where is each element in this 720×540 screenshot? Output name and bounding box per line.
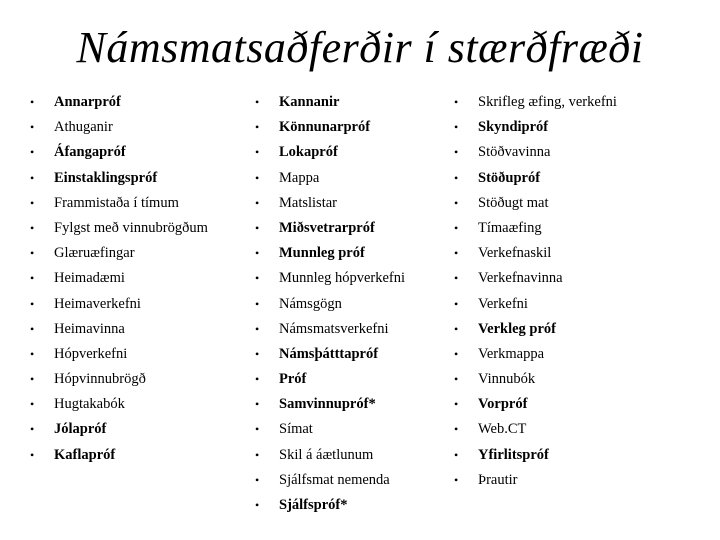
list-item [255, 392, 450, 417]
list-item-label: Glæruæfingar [54, 245, 135, 262]
list-item-label: Verkefnaskil [478, 245, 552, 262]
list-item [30, 166, 255, 191]
bullet-icon: • [30, 95, 35, 109]
list-item-label: Próf [279, 371, 307, 388]
list-item-label: Fylgst með vinnubrögðum [54, 219, 208, 236]
bullet-icon: • [30, 170, 35, 185]
list-item-label: Lokapróf [279, 144, 338, 161]
list-item-label: Stöðupróf [478, 169, 541, 186]
methods-list-column-3 [454, 90, 720, 493]
list-item-label: Hugtakabók [54, 396, 125, 413]
bullet-icon: • [454, 145, 459, 160]
list-item [454, 417, 720, 442]
bullet-icon: • [255, 271, 260, 286]
list-item-label: Vinnubók [478, 371, 536, 388]
list-item [454, 191, 720, 216]
list-item [454, 392, 720, 417]
bullet-icon: • [454, 422, 459, 437]
list-item-label: Áfangapróf [54, 144, 126, 161]
list-item [454, 90, 720, 115]
list-item-label: Munnleg próf [279, 245, 365, 262]
list-item [30, 342, 255, 367]
list-item-label: Hópverkefni [54, 345, 128, 362]
list-item-label: Kannanir [279, 94, 340, 110]
list-item-label: Skyndipróf [478, 119, 549, 136]
list-item [255, 317, 450, 342]
list-item [30, 417, 255, 442]
list-item-label: Tímaæfing [478, 219, 542, 236]
list-item-label: Stöðugt mat [478, 194, 549, 211]
bullet-icon: • [255, 95, 260, 109]
list-item-label: Sjálfspróf* [279, 497, 348, 513]
list-item [454, 443, 720, 468]
list-item [255, 493, 450, 518]
bullet-icon: • [30, 195, 35, 210]
bullet-icon: • [255, 472, 260, 487]
list-item [30, 443, 255, 468]
bullet-icon: • [255, 397, 260, 412]
bullet-icon: • [30, 120, 35, 135]
bullet-icon: • [30, 296, 35, 311]
list-item [30, 292, 255, 317]
bullet-icon: • [30, 220, 35, 235]
list-item-label: Skil á áætlunum [279, 446, 374, 463]
list-item [255, 166, 450, 191]
list-item-label: Web.CT [478, 421, 527, 438]
bullet-icon: • [255, 372, 260, 387]
list-item [454, 367, 720, 392]
list-item-label: Sjálfsmat nemenda [279, 471, 390, 488]
list-item [255, 90, 450, 115]
bullet-icon: • [30, 321, 35, 336]
list-item [454, 292, 720, 317]
list-item [30, 90, 255, 115]
bullet-icon: • [255, 296, 260, 311]
bullet-icon: • [454, 220, 459, 235]
list-item [30, 392, 255, 417]
list-item [255, 417, 450, 442]
methods-list-column-1 [30, 90, 255, 468]
list-item [30, 216, 255, 241]
list-item [255, 292, 450, 317]
bullet-icon: • [255, 220, 260, 235]
bullet-icon: • [30, 397, 35, 412]
list-item-label: Námsgögn [279, 295, 342, 312]
list-item-label: Símat [279, 421, 313, 438]
bullet-icon: • [30, 346, 35, 361]
bullet-icon: • [30, 145, 35, 160]
bullet-icon: • [454, 372, 459, 387]
list-item-label: Kaflapróf [54, 446, 116, 463]
list-item [255, 342, 450, 367]
bullet-icon: • [30, 447, 35, 462]
list-item [255, 443, 450, 468]
list-item [255, 367, 450, 392]
list-item-label: Samvinnupróf* [279, 396, 376, 413]
list-item [454, 140, 720, 165]
list-item-label: Verkmappa [478, 345, 545, 362]
bullet-icon: • [454, 120, 459, 135]
list-item-label: Frammistaða í tímum [54, 194, 179, 211]
bullet-icon: • [454, 321, 459, 336]
bullet-icon: • [454, 271, 459, 286]
bullet-icon: • [454, 346, 459, 361]
list-item-label: Munnleg hópverkefni [279, 270, 406, 287]
bullet-icon: • [454, 397, 459, 412]
bullet-icon: • [30, 246, 35, 261]
list-item-label: Verkefni [478, 295, 528, 312]
list-item-label: Einstaklingspróf [54, 169, 158, 186]
list-item [454, 166, 720, 191]
list-item [255, 241, 450, 266]
list-item-label: Jólapróf [54, 421, 107, 438]
bullet-icon: • [454, 195, 459, 210]
bullet-icon: • [255, 422, 260, 437]
list-item-label: Könnunarpróf [279, 119, 371, 136]
list-item [255, 115, 450, 140]
list-item [454, 216, 720, 241]
list-item-label: Skrifleg æfing, verkefni [478, 94, 617, 110]
list-item-label: Námsmatsverkefni [279, 320, 389, 337]
list-item [30, 140, 255, 165]
list-item-label: Annarpróf [54, 94, 121, 110]
list-item [30, 115, 255, 140]
bullet-icon: • [255, 145, 260, 160]
bullet-icon: • [255, 498, 260, 512]
list-item-label: Stöðvavinna [478, 144, 551, 161]
page-title: Námsmatsaðferðir í stærðfræði [76, 23, 644, 72]
bullet-icon: • [255, 120, 260, 135]
list-item [255, 216, 450, 241]
list-item-label: Vorpróf [478, 396, 528, 413]
list-item [30, 317, 255, 342]
bullet-icon: • [255, 195, 260, 210]
list-item [454, 266, 720, 291]
list-item-label: Mappa [279, 169, 320, 186]
list-item-label: Miðsvetrarpróf [279, 219, 375, 236]
bullet-icon: • [454, 447, 459, 462]
bullet-icon: • [454, 246, 459, 261]
list-item [255, 266, 450, 291]
bullet-icon: • [454, 95, 459, 109]
list-item-label: Matslistar [279, 194, 337, 211]
methods-list-column-2 [255, 90, 450, 518]
list-item-label: Verkefnavinna [478, 270, 563, 287]
list-item [30, 241, 255, 266]
list-item-label: Yfirlitspróf [478, 446, 549, 463]
bullet-icon: • [454, 296, 459, 311]
bullet-icon: • [255, 170, 260, 185]
bullet-icon: • [255, 447, 260, 462]
bullet-icon: • [30, 271, 35, 286]
list-item-label: Hópvinnubrögð [54, 371, 146, 388]
bullet-icon: • [255, 246, 260, 261]
list-item [255, 140, 450, 165]
list-item [454, 317, 720, 342]
bullet-icon: • [30, 422, 35, 437]
list-item-label: Heimadæmi [54, 270, 125, 287]
bullet-icon: • [255, 321, 260, 336]
list-item-label: Athuganir [54, 119, 113, 136]
list-item [454, 342, 720, 367]
list-item [454, 115, 720, 140]
bullet-icon: • [30, 372, 35, 387]
list-item-label: Námsþátttapróf [279, 345, 379, 362]
list-item-label: Þrautir [478, 471, 518, 488]
bullet-icon: • [454, 170, 459, 185]
list-item-label: Heimavinna [54, 320, 125, 337]
bullet-icon: • [255, 346, 260, 361]
list-item [454, 468, 720, 493]
list-item [30, 191, 255, 216]
list-item-label: Verkleg próf [478, 320, 556, 337]
list-item [255, 468, 450, 493]
list-item [255, 191, 450, 216]
bullet-icon: • [454, 472, 459, 487]
list-item [30, 266, 255, 291]
list-item [454, 241, 720, 266]
list-item-label: Heimaverkefni [54, 295, 141, 312]
list-item [30, 367, 255, 392]
